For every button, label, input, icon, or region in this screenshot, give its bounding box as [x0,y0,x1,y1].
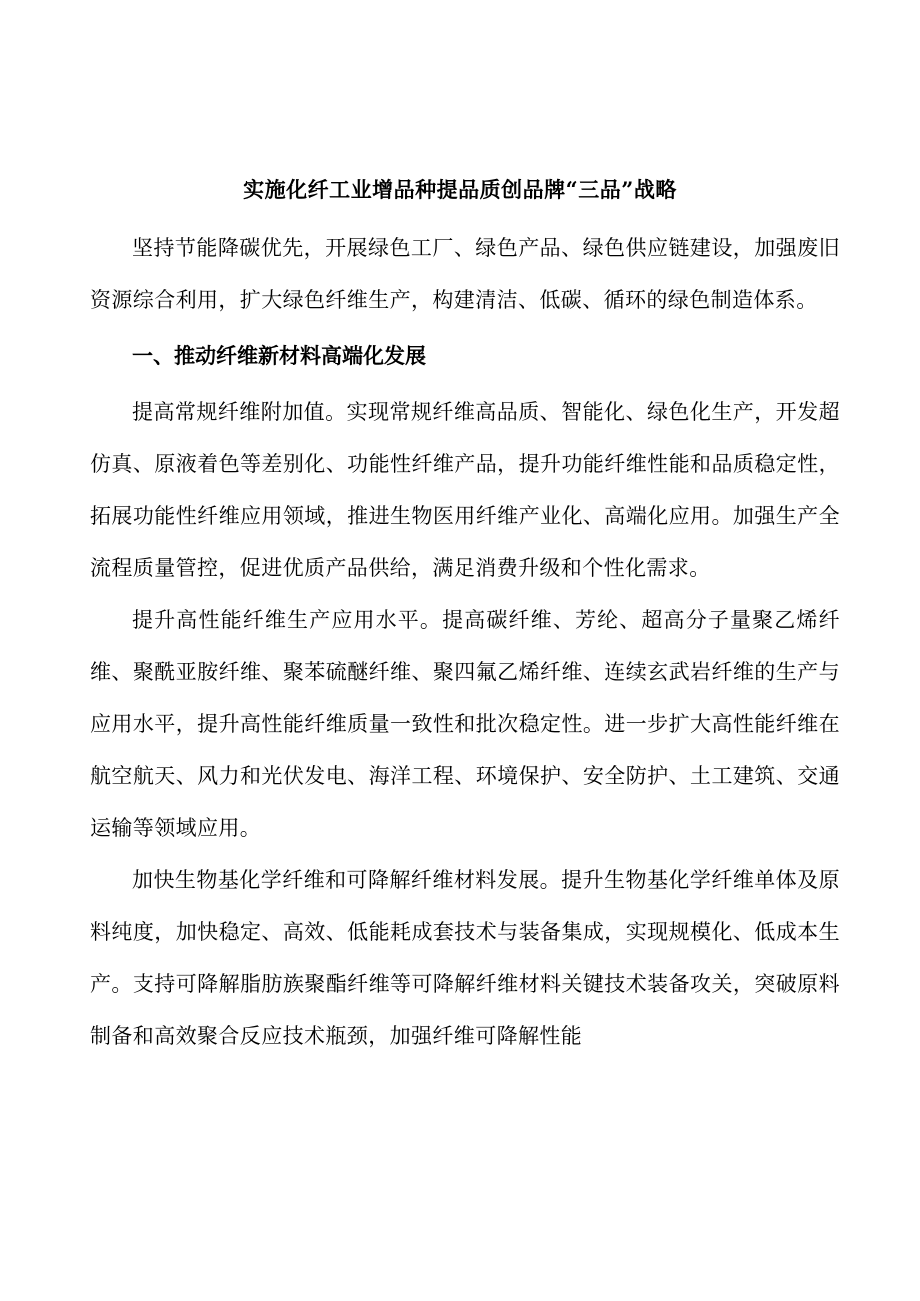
paragraph-1: 提高常规纤维附加值。实现常规纤维高品质、智能化、绿色化生产，开发超仿真、原液着色等差别化、功能性纤维产品，提升功能纤维性能和品质稳定性，拓展功能性纤维应用领域，推进生物医用纤维产业化、高端化应用。加强生产全流程质量管控，促进优质产品供给，满足消费升级和个性化需求。 [90,400,840,580]
document-title: 实施化纤工业增品种提品质创品牌“三品”战略 [243,177,677,202]
intro-paragraph: 坚持节能降碳优先，开展绿色工厂、绿色产品、绿色供应链建设，加强废旧资源综合利用，扩大绿色纤维生产，构建清洁、低碳、循环的绿色制造体系。 [90,236,840,312]
document-body [90,222,840,1062]
section-heading: 一、推动纤维新材料高端化发展 [132,343,426,368]
paragraph-2: 提升高性能纤维生产应用水平。提高碳纤维、芳纶、超高分子量聚乙烯纤维、聚酰亚胺纤维、聚苯硫醚纤维、聚四氟乙烯纤维、连续玄武岩纤维的生产与应用水平，提升高性能纤维质量一致性和批次稳定性。进一步扩大高性能纤维在航空航天、风力和光伏发电、海洋工程、环境保护、安全防护、土工建筑、交通运输等领域应用。 [90,608,840,840]
paragraph-3: 加快生物基化学纤维和可降解纤维材料发展。提升生物基化学纤维单体及原料纯度，加快稳定、高效、低能耗成套技术与装备集成，实现规模化、低成本生产。支持可降解脂肪族聚酯纤维等可降解纤维材料关键技术装备攻关，突破原料制备和高效聚合反应技术瓶颈，加强纤维可降解性能 [90,868,840,1048]
